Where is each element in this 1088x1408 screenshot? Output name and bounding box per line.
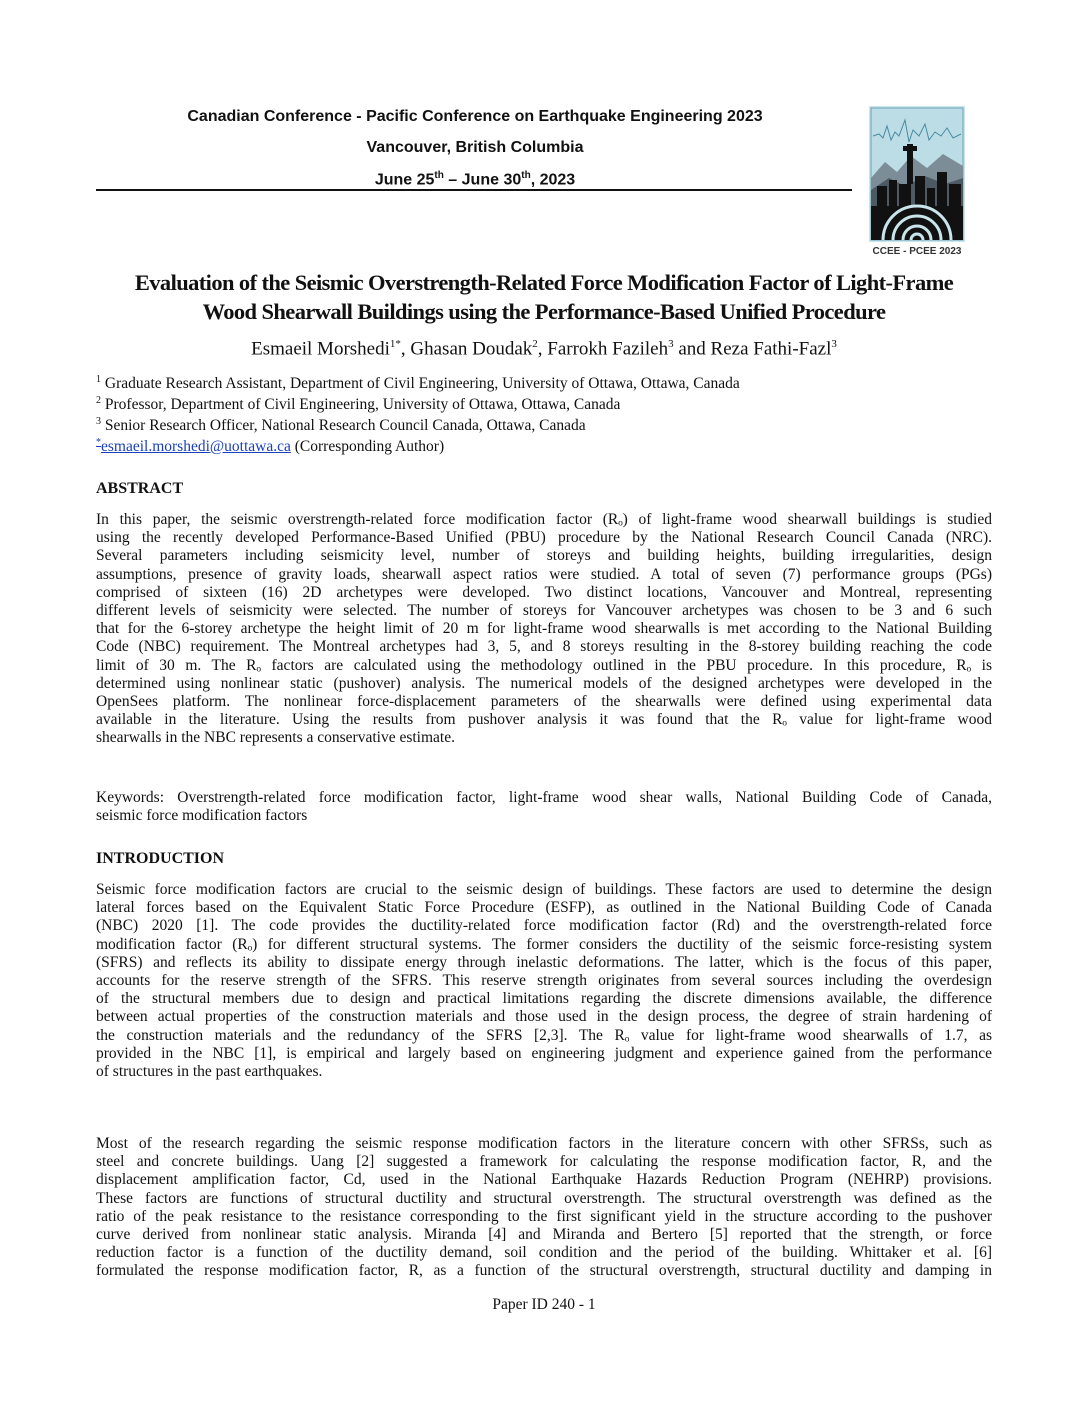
text-line: accounts for the reserve strength of the SFRS. This reserve strength originates from several sources including the overdesign bbox=[96, 971, 992, 989]
affiliation-1: $^1$ Graduate Research Assistant, Department of Civil Engineering, University of Ottawa, Ottawa, Canada bbox=[96, 374, 740, 393]
affiliation-3: $^3$ Senior Research Officer, National Research Council Canada, Ottawa, Canada bbox=[96, 416, 586, 435]
corresponding-author: *esmaeil.morshedi@uottawa.ca (Corresponding Author) bbox=[96, 437, 445, 456]
text-line: modification factor (Rₒ) for different structural systems. The former considers the ductility of the seismic force-resisting system bbox=[96, 935, 992, 953]
text-line: OpenSees platform. The nonlinear force-displacement parameters of the shearwalls were defined using experimental data bbox=[96, 692, 992, 710]
text-line: shearwalls in the NBC represents a conservative estimate. bbox=[96, 729, 455, 747]
text-line: These factors are functions of structural ductility and structural overstrength. The structural overstrength was defined as the bbox=[96, 1189, 992, 1207]
logo-caption: CCEE - PCEE 2023 bbox=[872, 246, 962, 257]
paper-title-line-2: Wood Shearwall Buildings using the Performance-Based Unified Procedure bbox=[202, 299, 886, 324]
conference-logo bbox=[869, 106, 965, 258]
text-line: limit of 30 m. The Rₒ factors are calculated using the methodology outlined in the PBU procedure. In this procedure, Rₒ is bbox=[96, 656, 992, 674]
text-line: Several parameters including seismicity level, number of storeys and building heights, building irregularities, design bbox=[96, 547, 992, 565]
introduction-heading: INTRODUCTION bbox=[96, 850, 225, 867]
page-footer: Paper ID 240 - 1 bbox=[492, 1296, 596, 1313]
text-line: available in the literature. Using the results from pushover analysis it was found that the Rₒ value for light-frame wood bbox=[96, 711, 992, 729]
text-line: assumptions, presence of gravity loads, shearwall aspect ratios were studied. A total of seven (7) performance groups (PGs) bbox=[96, 565, 992, 583]
abstract-text bbox=[96, 511, 992, 747]
text-line: Keywords: Overstrength-related force modification factor, light-frame wood shear walls, National Building Code of Canada, bbox=[96, 789, 992, 806]
text-line: formulated the response modification factor, R, as a function of the structural overstrength, structural ductility and damping in bbox=[96, 1262, 992, 1280]
text-line: reduction factor is a function of the ductility demand, soil condition and the period of the building. Whittaker et al. [6] bbox=[96, 1244, 992, 1262]
text-line: In this paper, the seismic overstrength-related force modification factor (Rₒ) of light-frame wood shearwall buildings is studied bbox=[96, 511, 992, 528]
text-line: determined using nonlinear static (pushover) analysis. The numerical models of the designed archetypes were developed in the bbox=[96, 674, 992, 692]
keywords-text bbox=[96, 789, 992, 825]
text-line: the construction materials and the redundancy of the SFRS [2,3]. The Rₒ value for light-frame wood shearwalls of 1.7, as bbox=[96, 1026, 992, 1044]
text-line: using the recently developed Performance-Based Unified (PBU) procedure by the National Research Council Canada (NRC). bbox=[96, 529, 992, 547]
text-line: (NBC) 2020 [1]. The code provides the ductility-related force modification factor (Rd) and the overstrength-related force bbox=[96, 917, 992, 935]
text-line: between actual properties of the construction materials and those used in the design process, the degree of strain hardening of bbox=[96, 1008, 992, 1026]
conference-name: Canadian Conference - Pacific Conference on Earthquake Engineering 2023 bbox=[187, 108, 763, 125]
text-line: lateral forces based on the Equivalent Static Force Procedure (ESFP), as outlined in the National Building Code of Canada bbox=[96, 899, 992, 917]
conference-location: Vancouver, British Columbia bbox=[366, 139, 584, 156]
author-list: Esmaeil Morshedi$^{1*}$, Ghasan Doudak$^2$, Farrokh Fazileh$^3$ and Reza Fathi-Fazl$^3$ bbox=[251, 338, 837, 360]
text-line: Code (NBC) requirement. The Montreal archetypes had 3, 5, and 8 storeys resulting in the 8-storey building reaching the code bbox=[96, 638, 992, 656]
text-line: of structures in the past earthquakes. bbox=[96, 1062, 323, 1080]
header-rule bbox=[96, 189, 852, 191]
text-line: displacement amplification factor, Cd, used in the National Earthquake Hazards Reduction Program (NEHRP) provisions. bbox=[96, 1171, 992, 1189]
text-line: seismic force modification factors bbox=[96, 807, 308, 825]
paper-title-line-1: Evaluation of the Seismic Overstrength-Related Force Modification Factor of Light-Frame bbox=[134, 270, 954, 295]
text-line: curve derived from nonlinear static analysis. Miranda [4] and Miranda and Bertero [5] reported that the strength, or force bbox=[96, 1225, 992, 1243]
text-line: that for the 6-storey archetype the height limit of 20 m for light-frame wood shearwalls is met according to the National Building bbox=[96, 620, 992, 638]
text-line: different levels of seismicity were selected. The number of storeys for Vancouver archetypes was chosen to be 3 and 6 such bbox=[96, 601, 992, 619]
text-line: (SFRS) and reflects its ability to dissipate energy through inelastic deformations. The latter, which is the focus of this paper, bbox=[96, 953, 992, 971]
abstract-heading: ABSTRACT bbox=[96, 480, 184, 497]
text-line: of the structural members due to design and practical limitations regarding the discrete dimensions available, the difference bbox=[96, 990, 992, 1008]
text-line: provided in the NBC [1], is empirical and largely based on engineering judgment and experience gained from the performance bbox=[96, 1044, 992, 1062]
text-line: ratio of the peak resistance to the resistance corresponding to the first significant yield in the structure according to the pushover bbox=[96, 1207, 992, 1225]
text-line: Most of the research regarding the seismic response modification factors in the literature concern with other SFRSs, such as bbox=[96, 1135, 992, 1152]
text-line: comprised of sixteen (16) 2D archetypes were developed. Two distinct locations, Vancouver and Montreal, representing bbox=[96, 583, 992, 601]
text-line: steel and concrete buildings. Uang [2] suggested a framework for calculating the response modification factor, R, and the bbox=[96, 1153, 992, 1171]
email-link[interactable]: esmaeil.morshedi@uottawa.ca bbox=[101, 438, 291, 456]
introduction-paragraph-2 bbox=[96, 1135, 992, 1281]
conference-dates: June 25th – June 30th, 2023 bbox=[374, 170, 576, 189]
text-line: Seismic force modification factors are crucial to the seismic design of buildings. These factors are used to determine the design bbox=[96, 881, 992, 898]
affiliation-2: $^2$ Professor, Department of Civil Engineering, University of Ottawa, Ottawa, Canada bbox=[96, 395, 621, 414]
introduction-paragraph-1 bbox=[96, 881, 992, 1081]
